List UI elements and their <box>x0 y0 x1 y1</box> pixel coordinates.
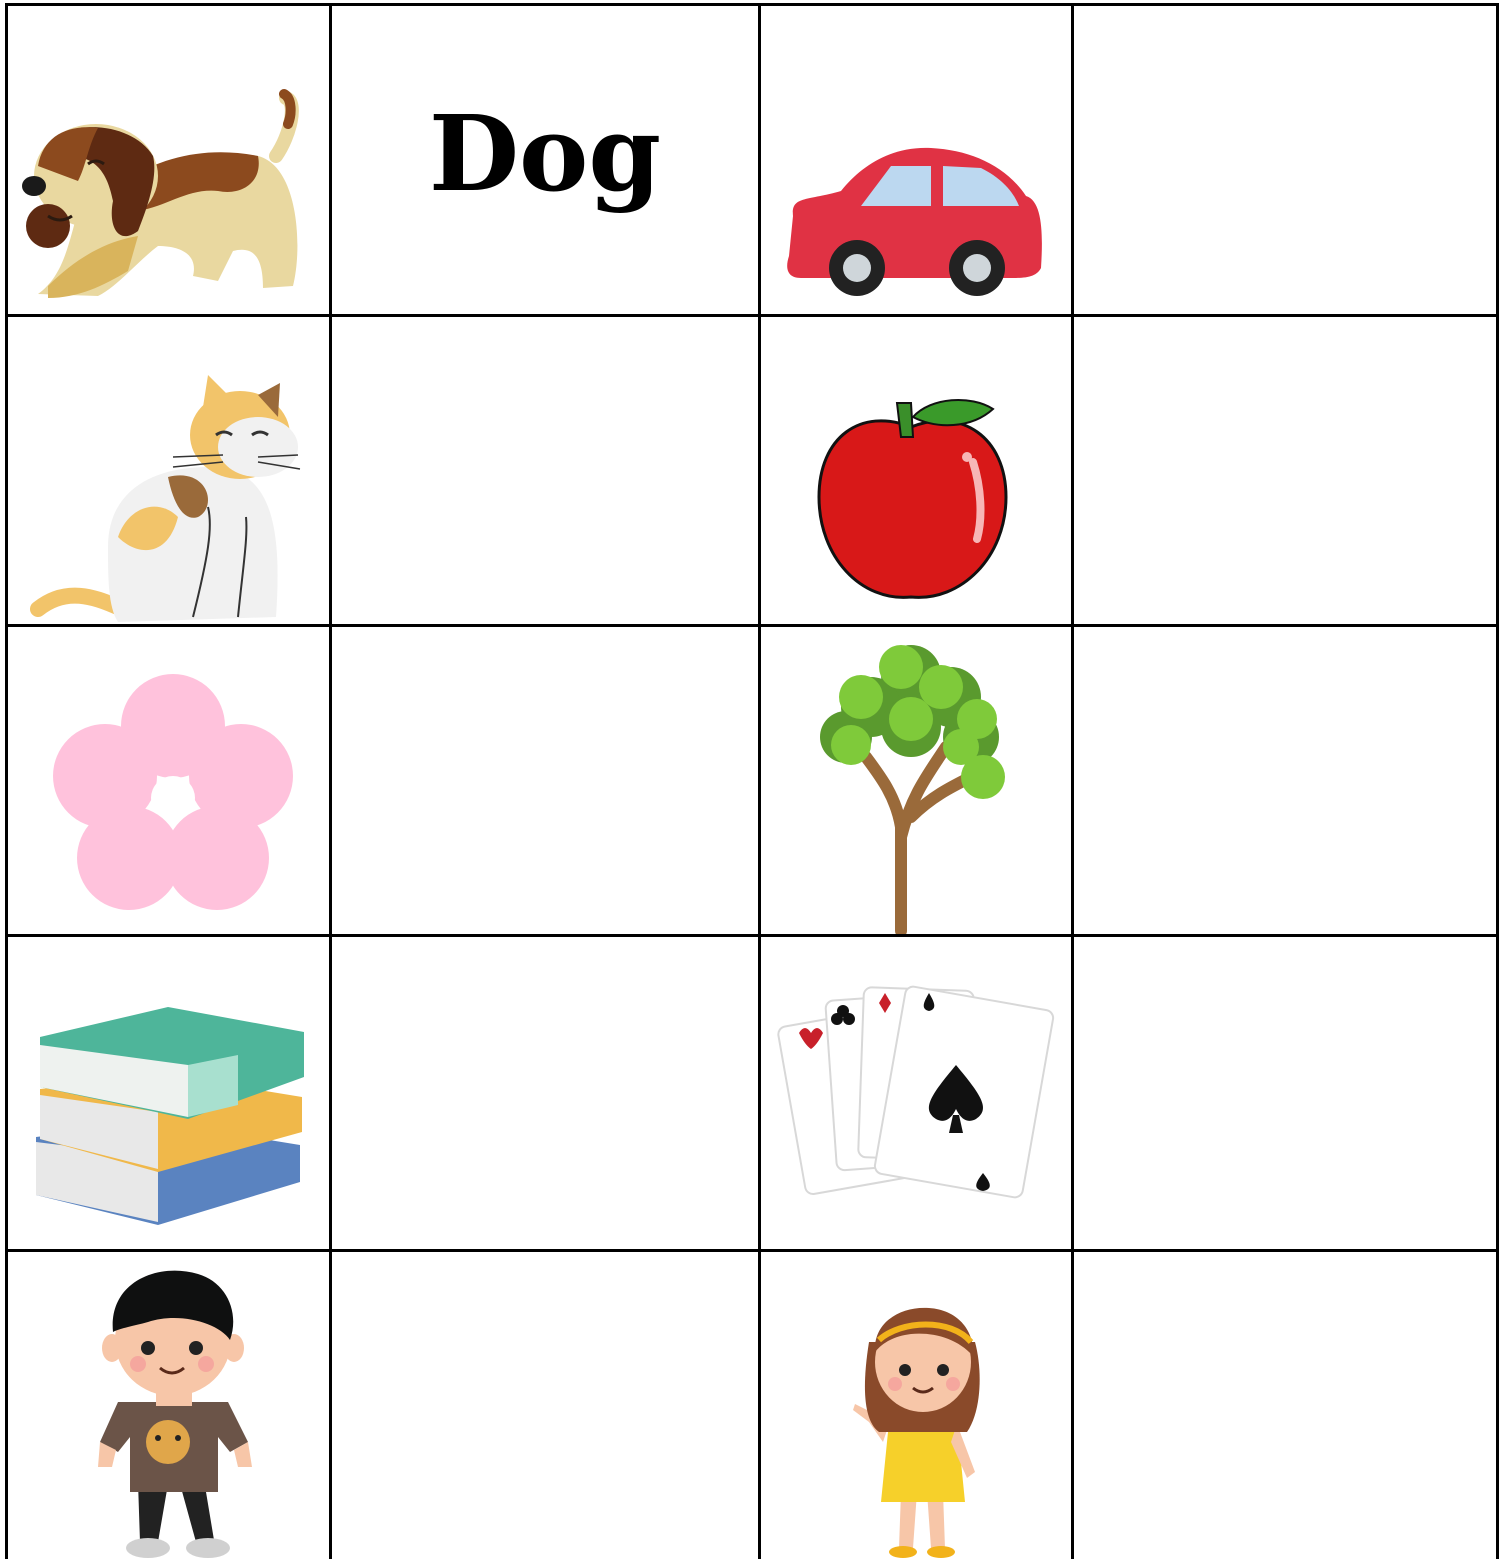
cell-picture-cat <box>8 317 329 624</box>
word-label <box>332 1252 758 1559</box>
cell-word-2[interactable] <box>332 317 758 624</box>
cell-picture-cards <box>761 937 1071 1249</box>
boy-icon <box>8 1252 329 1559</box>
grid-line-right <box>1496 3 1499 1559</box>
apple-icon <box>761 317 1071 624</box>
cell-picture-books <box>8 937 329 1249</box>
cell-picture-dog <box>8 6 329 314</box>
dog-icon <box>8 6 329 314</box>
cell-picture-car <box>761 6 1071 314</box>
cell-picture-tree <box>761 627 1071 934</box>
cell-picture-girl <box>761 1252 1071 1559</box>
cell-picture-boy <box>8 1252 329 1559</box>
word-label <box>332 937 758 1249</box>
car-icon <box>761 6 1071 314</box>
cell-word-1 <box>332 6 758 314</box>
word-label: Dog <box>428 91 662 215</box>
cell-answer-3[interactable] <box>1074 627 1496 934</box>
cell-answer-2[interactable] <box>1074 317 1496 624</box>
cell-picture-apple <box>761 317 1071 624</box>
word-label <box>332 627 758 934</box>
girl-icon <box>761 1252 1071 1559</box>
flower-icon <box>8 627 329 934</box>
cat-icon <box>8 317 329 624</box>
playing-cards-icon <box>761 937 1071 1249</box>
cell-word-5[interactable] <box>332 1252 758 1559</box>
cell-picture-flower <box>8 627 329 934</box>
books-icon <box>8 937 329 1249</box>
cell-word-3[interactable] <box>332 627 758 934</box>
cell-answer-1[interactable] <box>1074 6 1496 314</box>
tree-icon <box>761 627 1071 934</box>
word-label <box>332 317 758 624</box>
cell-answer-4[interactable] <box>1074 937 1496 1249</box>
cell-answer-5[interactable] <box>1074 1252 1496 1559</box>
cell-word-4[interactable] <box>332 937 758 1249</box>
